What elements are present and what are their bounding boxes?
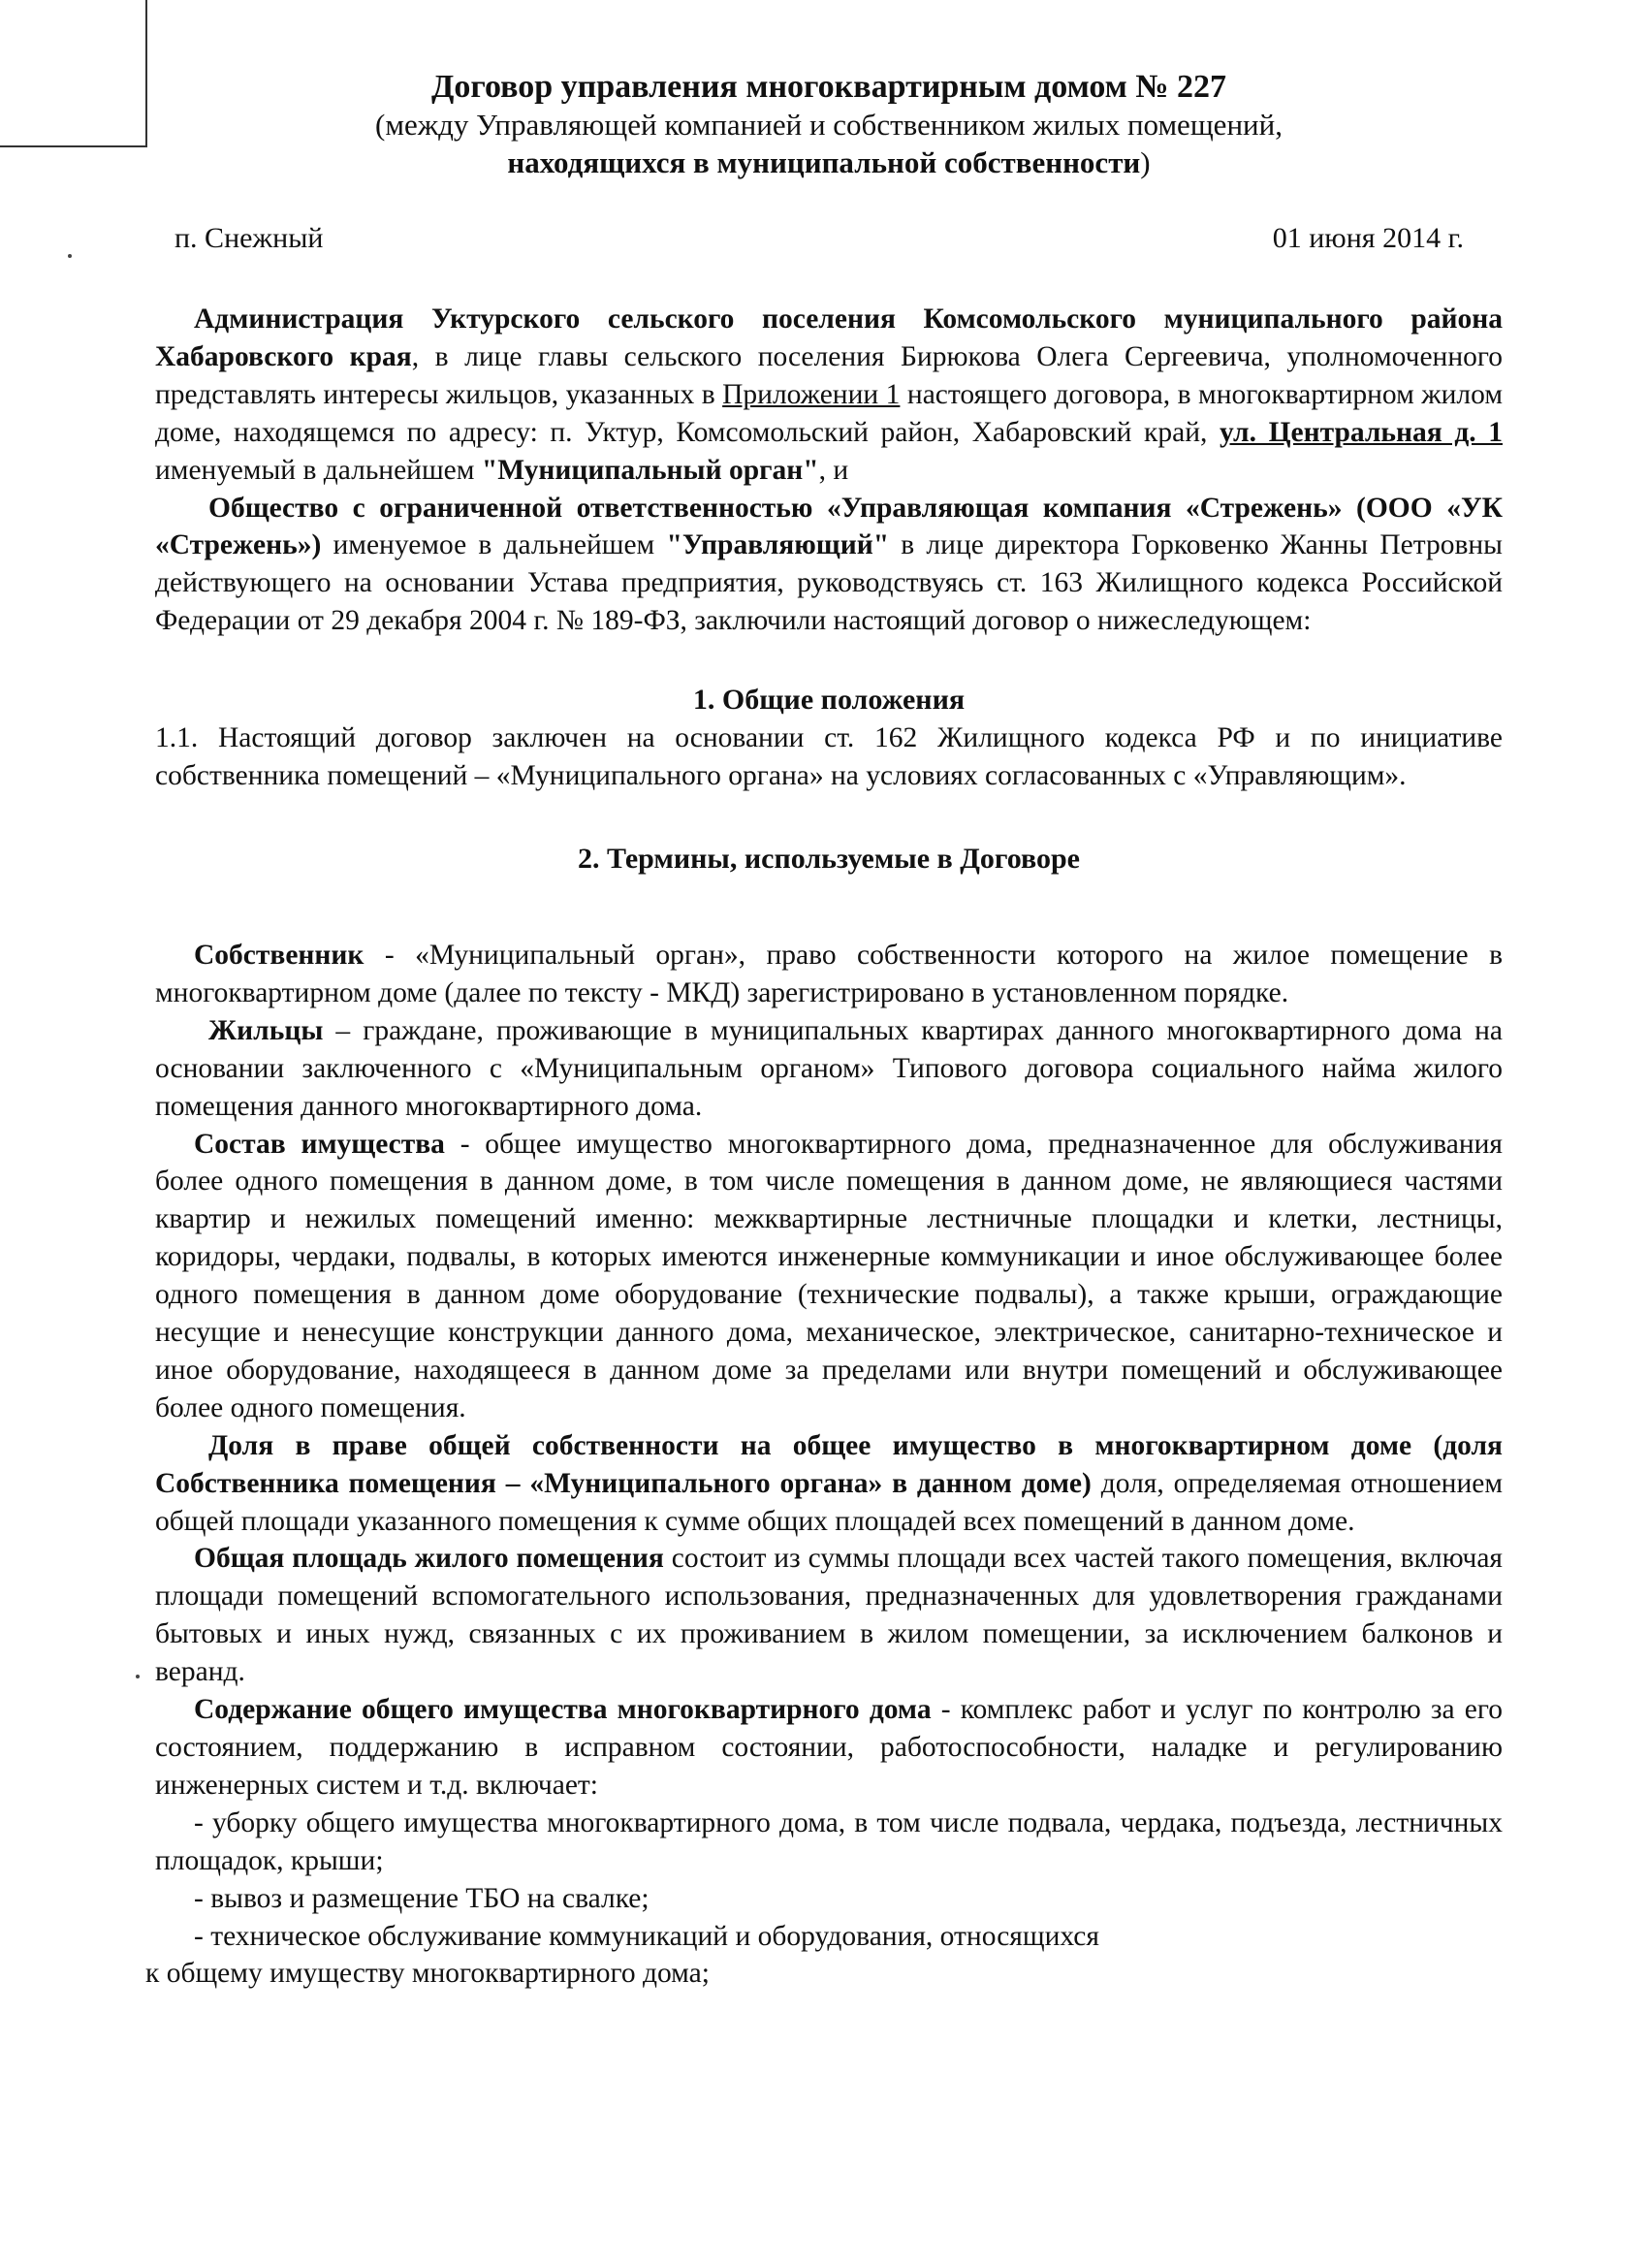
address: ул. Центральная д. 1 bbox=[1220, 416, 1503, 448]
list-item: - вывоз и размещение ТБО на свалке; bbox=[194, 1882, 650, 1914]
section-1-title: 1. Общие положения bbox=[692, 684, 966, 717]
term-label: Содержание общего имущества многоквартирного дома bbox=[194, 1694, 932, 1726]
scan-speck bbox=[68, 254, 72, 258]
term-definition: состоит из суммы площади всех частей такого помещения, включая площади помещений вспомогательного использования, предназначенных для удовлетворения гражданами бытовых и иных нужд, связанных с их проживанием в жилом помещении, за исключением балконов и веранд. bbox=[155, 1543, 1503, 1688]
contract-place: п. Снежный bbox=[174, 222, 324, 254]
preamble-text: в лице директора Горковенко Жанны Петровны действующего на основании Устава предприятия, руководствуясь ст. 163 Жилищного кодекса Российской Федерации от 29 декабря 2004 г. № 189-ФЗ, заключили настоящий договор о нижеследующем: bbox=[155, 529, 1503, 637]
term-definition: доля, определяемая отношением общей площади указанного помещения к сумме общих площадей всех помещений в данном доме. bbox=[155, 1467, 1504, 1537]
list-item-continuation: к общему имуществу многоквартирного дома; bbox=[145, 1958, 710, 1990]
term-total-area bbox=[155, 1540, 1503, 1691]
preamble-text: именуемый в дальнейшем bbox=[155, 454, 482, 486]
term-label: Собственник bbox=[194, 939, 364, 971]
preamble-text: настоящего договора, в многоквартирном жилом доме, находящемся по адресу: п. Уктур, Комсомольский район, Хабаровский край, bbox=[155, 378, 1504, 448]
term-definition: - «Муниципальный орган», право собственности которого на жилое помещение в многоквартирном доме (далее по тексту - МКД) зарегистрировано в установленном порядке. bbox=[155, 939, 1503, 1008]
term-residents bbox=[155, 1012, 1503, 1126]
party-alias-manager: "Управляющий" bbox=[666, 529, 890, 561]
party-administration: Администрация Уктурского сельского поселения Комсомольского муниципального района Хабаровского края bbox=[155, 303, 1503, 372]
subtitle-bold: находящихся в муниципальной собственности bbox=[507, 145, 1141, 179]
document-subtitle-line2 bbox=[155, 144, 1503, 182]
term-definition: – граждане, проживающие в муниципальных квартирах данного многоквартирного дома на основании заключенного с «Муниципальным органом» Типового договора социального найма жилого помещения данного многоквартирного дома. bbox=[155, 1014, 1503, 1122]
preamble-text: , в лице главы сельского поселения Бирюкова Олега Сергеевича, уполномоченного представлять интересы жильцов, указанных в bbox=[155, 340, 1503, 410]
term-label: Жильцы bbox=[208, 1014, 324, 1046]
term-maintenance bbox=[155, 1691, 1503, 1805]
preamble-text: , и bbox=[818, 454, 849, 486]
preamble-paragraph-1 bbox=[155, 301, 1503, 490]
party-company: Общество с ограниченной ответственностью «Управляющая компания «Стрежень» (ООО «УК «Стрежень») bbox=[155, 492, 1503, 561]
scan-speck bbox=[136, 1675, 140, 1678]
scan-edge-mark bbox=[0, 0, 147, 147]
preamble-text: именуемое в дальнейшем bbox=[321, 529, 667, 561]
term-share bbox=[155, 1427, 1503, 1541]
place-date-row bbox=[174, 219, 1464, 258]
term-definition: - общее имущество многоквартирного дома, предназначенное для обслуживания более одного помещения в данном доме, в том числе помещения в данном доме, не являющиеся частями квартир и нежилых помещений именно: межквартирные лестничные площадки и клетки, лестницы, коридоры, чердаки, подвалы, в которых имеются инженерные коммуникации и иное обслуживающее более одного помещения в данном доме оборудование (технические подвалы), а также крыши, ограждающие несущие и ненесущие конструкции данного дома, механическое, электрическое, санитарно-техническое и иное оборудование, находящееся в данном доме за пределами или внутри помещений и обслуживающее более одного помещения. bbox=[155, 1128, 1503, 1423]
list-item: - техническое обслуживание коммуникаций и оборудования, относящихся bbox=[194, 1920, 1099, 1952]
clause-1-1: 1.1. Настоящий договор заключен на основании ст. 162 Жилищного кодекса РФ и по инициативе собственника помещений – «Муниципального органа» на условиях согласованных с «Управляющим». bbox=[155, 722, 1503, 792]
document-title: Договор управления многоквартирным домом № 227 bbox=[430, 69, 1227, 105]
document-subtitle-line1: (между Управляющей компанией и собственником жилых помещений, bbox=[375, 108, 1283, 142]
term-label: Доля в праве общей собственности на общее имущество в многоквартирном доме (доля Собственника помещения – «Муниципального органа» в данном доме) bbox=[155, 1429, 1503, 1499]
preamble-paragraph-2 bbox=[155, 490, 1503, 641]
appendix-1-reference: Приложении 1 bbox=[722, 378, 901, 410]
term-property bbox=[155, 1126, 1503, 1427]
party-alias-municipal: "Муниципальный орган" bbox=[481, 454, 819, 486]
term-label: Общая площадь жилого помещения bbox=[194, 1543, 664, 1575]
term-definition: - комплекс работ и услуг по контролю за его состоянием, поддержанию в исправном состоянии, работоспособности, наладке и регулированию инженерных систем и т.д. включает: bbox=[155, 1694, 1503, 1801]
document-page bbox=[145, 68, 1504, 1993]
section-2-title: 2. Термины, используемые в Договоре bbox=[578, 842, 1080, 875]
subtitle-tail: ) bbox=[1140, 145, 1151, 179]
term-label: Состав имущества bbox=[194, 1128, 445, 1160]
term-owner bbox=[155, 937, 1503, 1012]
contract-date: 01 июня 2014 г. bbox=[1272, 222, 1464, 254]
list-item: - уборку общего имущества многоквартирного дома, в том числе подвала, чердака, подъезда, лестничных площадок, крыши; bbox=[155, 1806, 1503, 1876]
